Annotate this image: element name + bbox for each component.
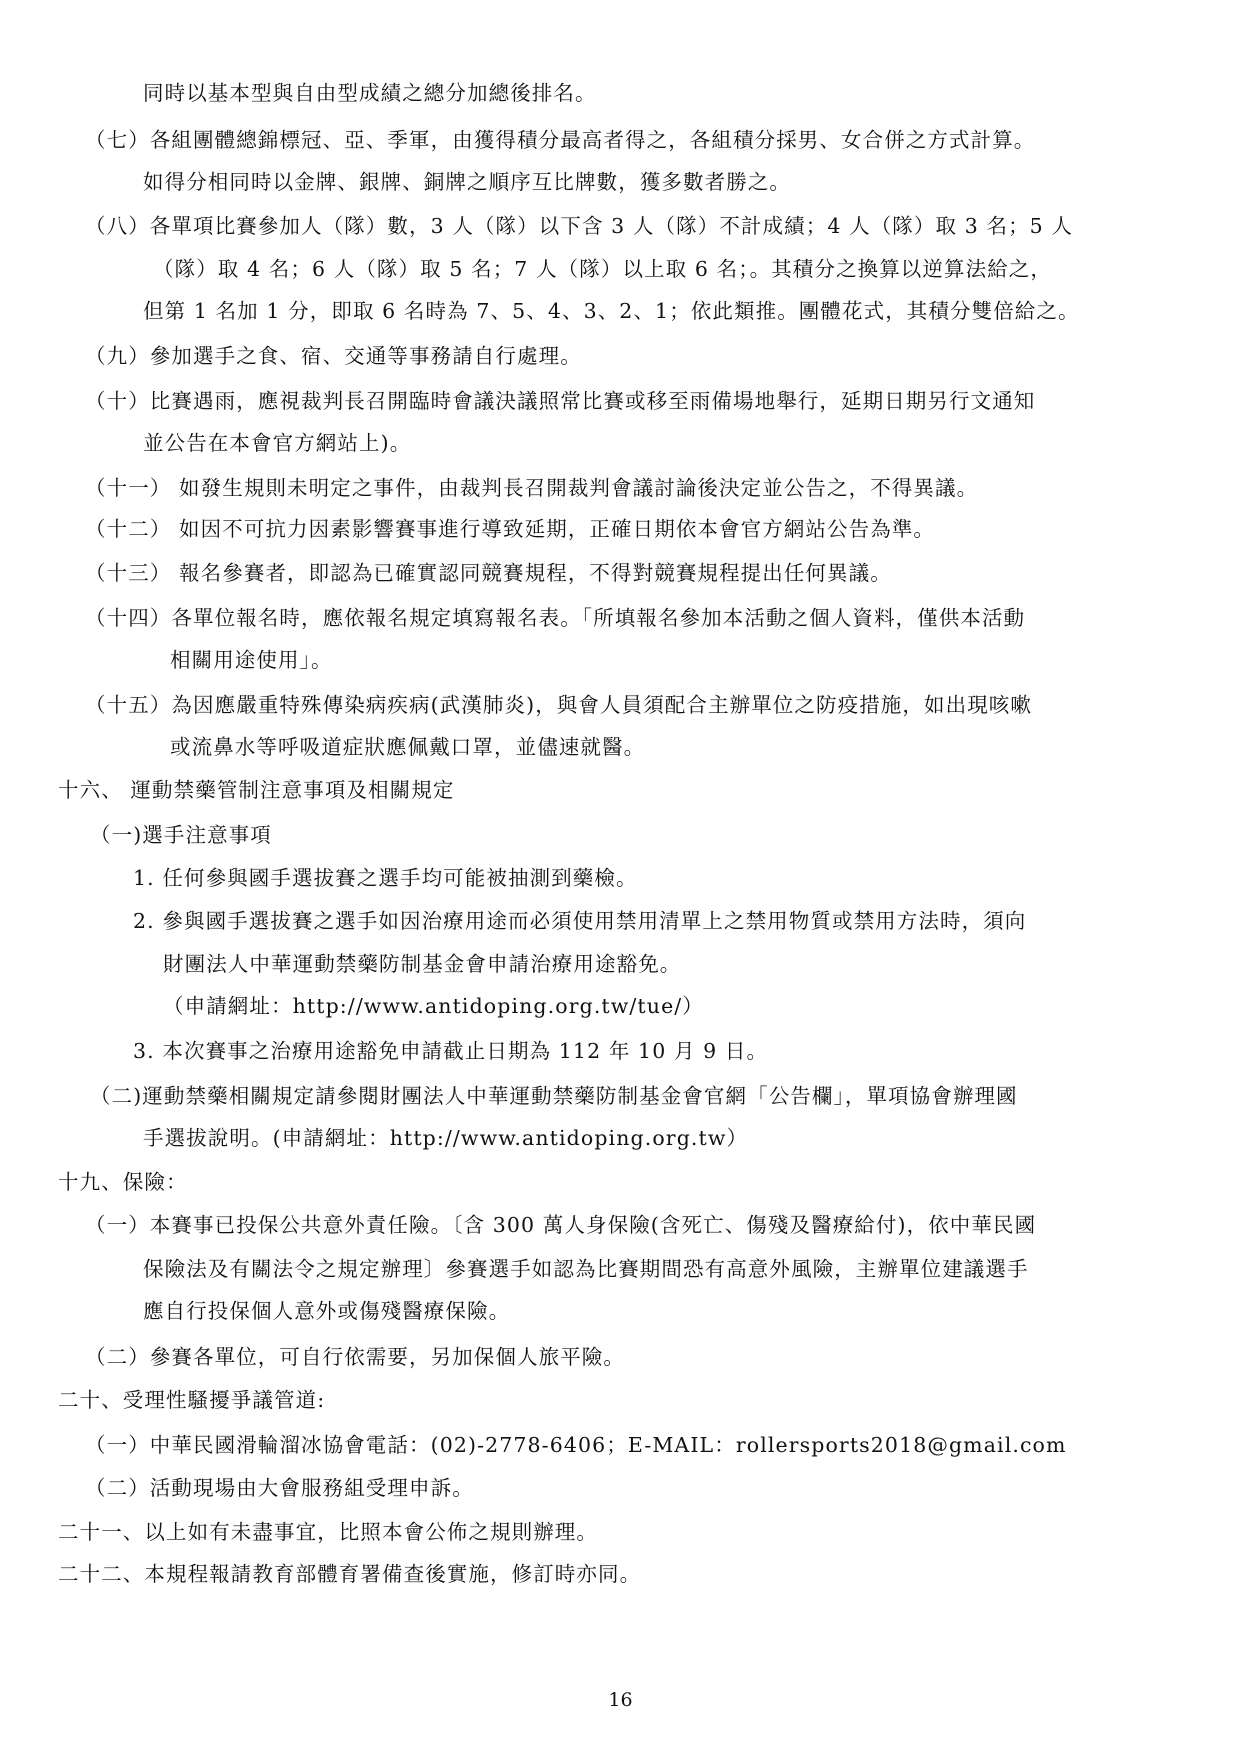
text-line: 應自行投保個人意外或傷殘醫療保險。 — [143, 1299, 511, 1323]
text-line: （十三） 報名參賽者，即認為已確實認同競賽規程，不得對競賽規程提出任何異議。 — [85, 561, 892, 585]
text-line: （二）活動現場由大會服務組受理申訴。 — [85, 1476, 474, 1500]
section-heading: 十六、 運動禁藥管制注意事項及相關規定 — [58, 778, 455, 802]
text-line: （隊）取 4 名；6 人（隊）取 5 名；7 人（隊）以上取 6 名；。其積分之換算以逆算法給之， — [153, 257, 1052, 281]
text-line: 1. 任何參與國手選拔賽之選手均可能被抽測到藥檢。 — [133, 866, 638, 890]
page-number: 16 — [608, 1689, 633, 1711]
text-line: （一)選手注意事項 — [90, 823, 272, 847]
text-line: 同時以基本型與自由型成績之總分加總後排名。 — [143, 81, 597, 105]
text-line: （二)運動禁藥相關規定請參閱財團法人中華運動禁藥防制基金會官網「公告欄」，單項協會辦理國 — [90, 1084, 1018, 1108]
text-line: （十二） 如因不可抗力因素影響賽事進行導致延期，正確日期依本會官方網站公告為準。 — [85, 517, 936, 541]
text-line: （七）各組團體總錦標冠、亞、季軍，由獲得積分最高者得之，各組積分採男、女合併之方式計算。 — [85, 128, 1036, 152]
text-line: （一）本賽事已投保公共意外責任險。〔含 300 萬人身保險(含死亡、傷殘及醫療給付)，依中華民國 — [85, 1213, 1037, 1237]
text-line: 3. 本次賽事之治療用途豁免申請截止日期為 112 年 10 月 9 日。 — [133, 1039, 769, 1063]
text-line: （申請網址：http://www.antidoping.org.tw/tue/） — [163, 994, 704, 1018]
text-line: （十一） 如發生規則未明定之事件，由裁判長召開裁判會議討論後決定並公告之，不得異議。 — [85, 476, 979, 500]
text-line: 財團法人中華運動禁藥防制基金會申請治療用途豁免。 — [163, 952, 682, 976]
text-line: （十五）為因應嚴重特殊傳染病疾病(武漢肺炎)，與會人員須配合主辦單位之防疫措施，如出現咳嗽 — [85, 693, 1032, 717]
text-line: 如得分相同時以金牌、銀牌、銅牌之順序互比牌數，獲多數者勝之。 — [143, 170, 791, 194]
text-line: 但第 1 名加 1 分，即取 6 名時為 7、5、4、3、2、1；依此類推。團體花式，其積分雙倍給之。 — [143, 299, 1080, 323]
section-heading: 二十一、以上如有未盡事宜，比照本會公佈之規則辦理。 — [58, 1520, 598, 1544]
text-line: （九）參加選手之食、宿、交通等事務請自行處理。 — [85, 344, 582, 368]
text-line: （十四）各單位報名時，應依報名規定填寫報名表。「所填報名參加本活動之個人資料，僅供本活動 — [85, 606, 1026, 630]
text-line: （一）中華民國滑輪溜冰協會電話：(02)-2778-6406；E-MAIL：rollersports2018@gmail.com — [85, 1433, 1067, 1457]
text-line: 2. 參與國手選拔賽之選手如因治療用途而必須使用禁用清單上之禁用物質或禁用方法時，須向 — [133, 909, 1027, 933]
text-line: 或流鼻水等呼吸道症狀應佩戴口罩，並儘速就醫。 — [170, 735, 646, 759]
text-line: （八）各單項比賽參加人（隊）數，3 人（隊）以下含 3 人（隊）不計成績；4 人（隊）取 3 名；5 人 — [85, 214, 1074, 238]
text-line: 保險法及有關法令之規定辦理〕參賽選手如認為比賽期間恐有高意外風險，主辦單位建議選手 — [143, 1257, 1029, 1281]
text-line: （二）參賽各單位，可自行依需要，另加保個人旅平險。 — [85, 1345, 625, 1369]
section-heading: 十九、保險： — [58, 1170, 188, 1194]
text-line: 相關用途使用」。 — [170, 648, 333, 672]
section-heading: 二十、受理性騷擾爭議管道: — [58, 1388, 326, 1412]
text-line: 並公告在本會官方網站上)。 — [143, 431, 412, 455]
text-line: 手選拔說明。(申請網址：http://www.antidoping.org.tw） — [143, 1126, 749, 1150]
text-line: （十）比賽遇雨，應視裁判長召開臨時會議決議照常比賽或移至雨備場地舉行，延期日期另行文通知 — [85, 389, 1036, 413]
section-heading: 二十二、本規程報請教育部體育署備查後實施，修訂時亦同。 — [58, 1562, 642, 1586]
